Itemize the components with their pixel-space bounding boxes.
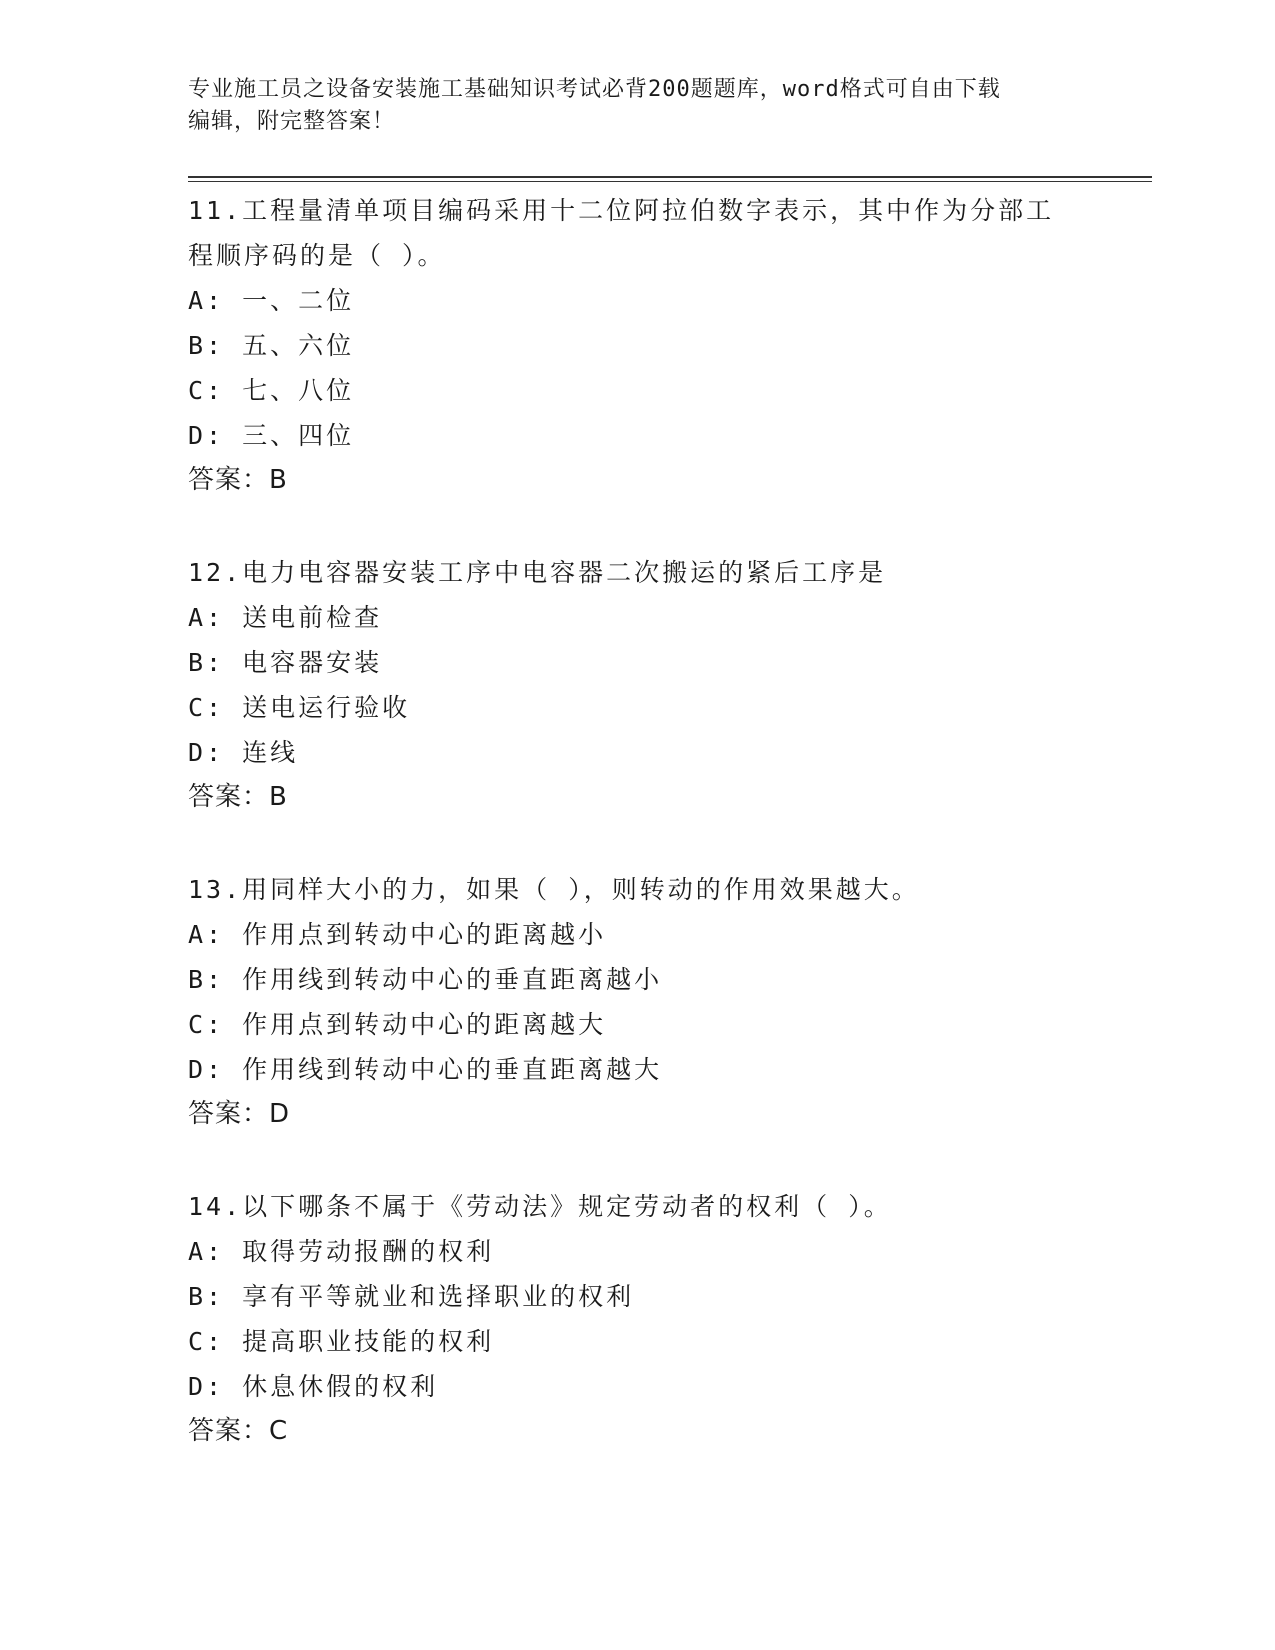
- option-c: C: 七、八位: [188, 376, 355, 405]
- question-list: [188, 188, 1088, 1454]
- option-d: D: 作用线到转动中心的垂直距离越大: [188, 1055, 663, 1084]
- question-stem: 13.用同样大小的力，如果（ ），则转动的作用效果越大。: [188, 875, 920, 904]
- question-stem-line-1: 11.工程量清单项目编码采用十二位阿拉伯数字表示，其中作为分部工: [188, 196, 1055, 225]
- answer-line: 答案：B: [188, 465, 288, 495]
- option-c: C: 作用点到转动中心的距离越大: [188, 1010, 607, 1039]
- header-divider-thick: [188, 176, 1152, 178]
- question-stem-line-2: 程顺序码的是（ ）。: [188, 241, 446, 270]
- header-line-1: 专业施工员之设备安装施工基础知识考试必背200题题库，word格式可自由下载: [188, 77, 1001, 102]
- option-a: A: 作用点到转动中心的距离越小: [188, 920, 607, 949]
- question-spacer: [188, 820, 1088, 867]
- question-stem: 14.以下哪条不属于《劳动法》规定劳动者的权利（ ）。: [188, 1192, 892, 1221]
- answer-line: 答案：B: [188, 782, 288, 812]
- option-b: B: 作用线到转动中心的垂直距离越小: [188, 965, 663, 994]
- answer-line: 答案：C: [188, 1416, 289, 1446]
- option-c: C: 送电运行验收: [188, 693, 411, 722]
- question-stem: 12.电力电容器安装工序中电容器二次搬运的紧后工序是: [188, 558, 887, 587]
- question-spacer: [188, 503, 1088, 550]
- option-b: B: 电容器安装: [188, 648, 383, 677]
- answer-line: 答案：D: [188, 1099, 291, 1129]
- question-stem: [188, 188, 1088, 278]
- option-d: D: 三、四位: [188, 421, 355, 450]
- header-line-2: 编辑，附完整答案！: [188, 109, 396, 134]
- option-b: B: 五、六位: [188, 331, 355, 360]
- option-c: C: 提高职业技能的权利: [188, 1327, 495, 1356]
- document-header: [188, 74, 1088, 138]
- option-d: D: 连线: [188, 738, 299, 767]
- option-a: A: 送电前检查: [188, 603, 383, 632]
- question-13: [188, 867, 1088, 1137]
- header-divider-thin: [188, 181, 1152, 182]
- question-14: [188, 1184, 1088, 1454]
- question-spacer: [188, 1137, 1088, 1184]
- option-b: B: 享有平等就业和选择职业的权利: [188, 1282, 635, 1311]
- question-11: [188, 188, 1088, 503]
- option-a: A: 一、二位: [188, 286, 355, 315]
- option-d: D: 休息休假的权利: [188, 1372, 439, 1401]
- option-a: A: 取得劳动报酬的权利: [188, 1237, 495, 1266]
- question-12: [188, 550, 1088, 820]
